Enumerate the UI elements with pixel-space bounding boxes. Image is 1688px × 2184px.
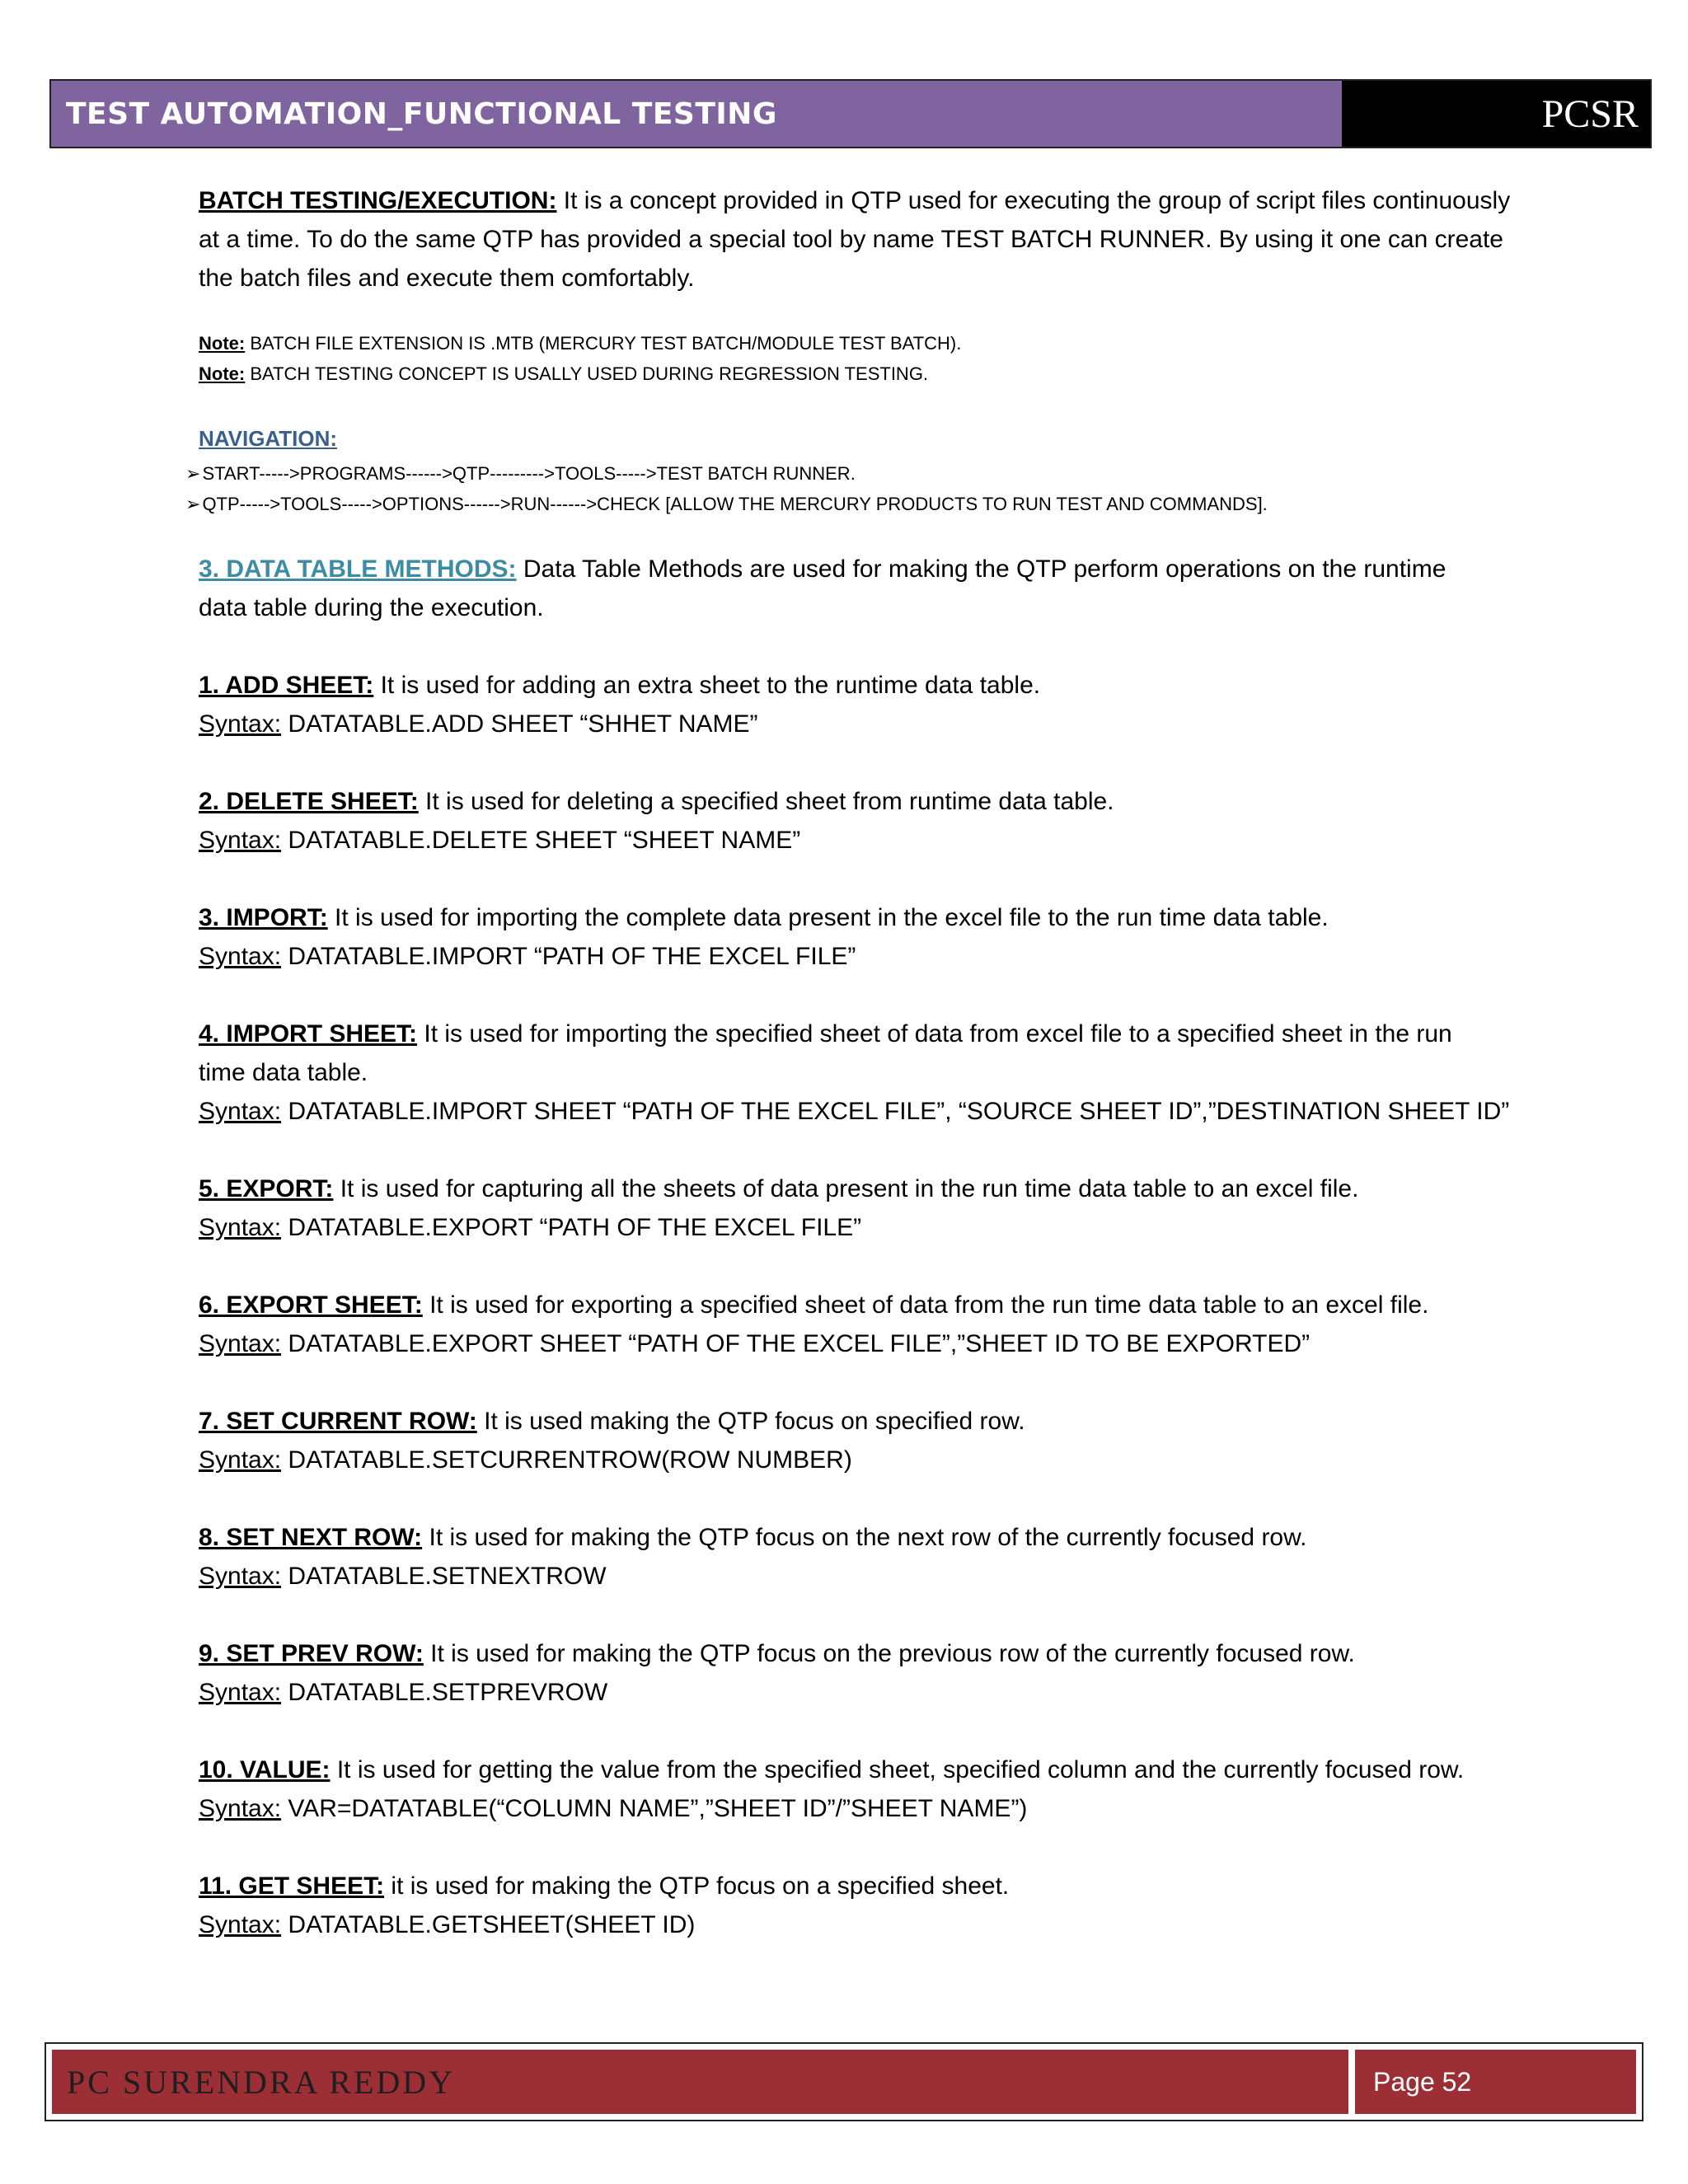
method-syntax <box>199 1557 1517 1596</box>
page-footer <box>45 2042 1643 2121</box>
note-2-label: Note: <box>199 363 246 384</box>
footer-author: PC SURENDRA REDDY <box>52 2050 1348 2114</box>
note-1-text: BATCH FILE EXTENSION IS .MTB (MERCURY TEST BATCH/MODULE TEST BATCH). <box>245 333 962 354</box>
document-body <box>185 181 1517 1944</box>
syntax-label: Syntax: <box>199 710 282 738</box>
arrow-bullet-icon: ➢ <box>185 494 201 514</box>
batch-heading: BATCH TESTING/EXECUTION: <box>199 187 557 214</box>
method-desc: It is used for making the QTP focus on the previous row of the currently focused row. <box>423 1640 1355 1667</box>
method-syntax <box>199 1324 1517 1363</box>
method-title: 4. IMPORT SHEET: <box>199 1020 418 1047</box>
method-desc: It is used for importing the specified sheet of data from excel file to a specified sheet in the run <box>417 1020 1452 1047</box>
datatable-text-line2: data table during the execution. <box>199 594 544 621</box>
batch-text-line3: the batch files and execute them comfortably. <box>199 265 695 292</box>
header-brand: PCSR <box>1342 81 1650 147</box>
syntax-label: Syntax: <box>199 1563 282 1590</box>
method-title: 9. SET PREV ROW: <box>199 1640 424 1667</box>
method-desc: It is used for exporting a specified sheet of data from the run time data table to an excel file. <box>422 1291 1429 1319</box>
method-syntax <box>199 1208 1517 1247</box>
header-title: TEST AUTOMATION_FUNCTIONAL TESTING <box>51 81 1342 147</box>
method-item <box>199 1634 1517 1673</box>
navigation-step <box>185 489 1517 519</box>
syntax-code: DATATABLE.ADD SHEET “SHHET NAME” <box>281 710 758 738</box>
syntax-label: Syntax: <box>199 1214 282 1241</box>
method-syntax <box>199 1905 1517 1944</box>
method-item <box>199 898 1517 937</box>
method-item <box>199 1518 1517 1557</box>
method-syntax <box>199 937 1517 976</box>
method-title: 11. GET SHEET: <box>199 1872 385 1900</box>
syntax-code: DATATABLE.IMPORT “PATH OF THE EXCEL FILE” <box>281 943 856 970</box>
syntax-code: VAR=DATATABLE(“COLUMN NAME”,”SHEET ID”/”SHEET NAME”) <box>281 1795 1028 1822</box>
method-desc: it is used for making the QTP focus on a specified sheet. <box>384 1872 1010 1900</box>
note-1 <box>199 328 1517 359</box>
method-desc-line2: time data table. <box>199 1059 368 1086</box>
note-1-label: Note: <box>199 333 246 354</box>
syntax-code: DATATABLE.GETSHEET(SHEET ID) <box>281 1911 696 1938</box>
syntax-label: Syntax: <box>199 1330 282 1357</box>
page-number: Page 52 <box>1355 2050 1636 2114</box>
navigation-title: NAVIGATION: <box>199 426 338 451</box>
note-2-text: BATCH TESTING CONCEPT IS USALLY USED DURING REGRESSION TESTING. <box>245 363 929 384</box>
syntax-code: DATATABLE.EXPORT “PATH OF THE EXCEL FILE” <box>281 1214 862 1241</box>
method-desc: It is used for capturing all the sheets of data present in the run time data table to an excel file. <box>333 1175 1359 1202</box>
note-2 <box>199 359 1517 389</box>
syntax-code: DATATABLE.IMPORT SHEET “PATH OF THE EXCEL FILE”, “SOURCE SHEET ID”,”DESTINATION SHEET ID” <box>281 1098 1510 1125</box>
batch-paragraph <box>199 181 1517 220</box>
method-syntax <box>199 1789 1517 1828</box>
datatable-text-line1: Data Table Methods are used for making the QTP perform operations on the runtime <box>516 555 1447 583</box>
method-syntax <box>199 1673 1517 1712</box>
method-desc: It is used for adding an extra sheet to the runtime data table. <box>373 672 1041 699</box>
syntax-label: Syntax: <box>199 1446 282 1474</box>
method-title: 5. EXPORT: <box>199 1175 334 1202</box>
method-item <box>199 1286 1517 1324</box>
method-title: 1. ADD SHEET: <box>199 672 374 699</box>
method-desc: It is used for making the QTP focus on the next row of the currently focused row. <box>422 1524 1307 1551</box>
syntax-code: DATATABLE.SETCURRENTROW(ROW NUMBER) <box>281 1446 852 1474</box>
method-title: 3. IMPORT: <box>199 904 328 931</box>
method-item <box>199 1402 1517 1441</box>
method-desc: It is used for importing the complete data present in the excel file to the run time data table. <box>327 904 1329 931</box>
arrow-bullet-icon: ➢ <box>185 463 201 484</box>
method-desc: It is used for deleting a specified sheet from runtime data table. <box>418 788 1114 815</box>
method-item <box>199 1015 1517 1053</box>
syntax-label: Syntax: <box>199 827 282 854</box>
syntax-code: DATATABLE.DELETE SHEET “SHEET NAME” <box>281 827 801 854</box>
method-title: 2. DELETE SHEET: <box>199 788 419 815</box>
batch-text-line1: It is a concept provided in QTP used for executing the group of script files continuously <box>556 187 1511 214</box>
method-title: 10. VALUE: <box>199 1756 331 1783</box>
method-item <box>199 1169 1517 1208</box>
syntax-code: DATATABLE.SETNEXTROW <box>281 1563 607 1590</box>
page-header <box>49 79 1652 148</box>
syntax-label: Syntax: <box>199 1098 282 1125</box>
datatable-paragraph <box>199 550 1517 588</box>
navigation-step <box>185 458 1517 489</box>
method-desc: It is used for getting the value from the specified sheet, specified column and the currently focused row. <box>330 1756 1465 1783</box>
method-item <box>199 1750 1517 1789</box>
syntax-label: Syntax: <box>199 1679 282 1706</box>
navigation-steps <box>185 458 1517 519</box>
syntax-label: Syntax: <box>199 943 282 970</box>
method-syntax <box>199 821 1517 860</box>
method-item <box>199 782 1517 821</box>
method-item <box>199 666 1517 705</box>
syntax-code: DATATABLE.EXPORT SHEET “PATH OF THE EXCEL FILE”,”SHEET ID TO BE EXPORTED” <box>281 1330 1311 1357</box>
datatable-heading: 3. DATA TABLE METHODS: <box>199 555 517 583</box>
batch-text-line2: at a time. To do the same QTP has provided a special tool by name TEST BATCH RUNNER. By using it one can create <box>199 226 1503 253</box>
navigation-step-text: START----->PROGRAMS------>QTP--------->TOOLS----->TEST BATCH RUNNER. <box>202 463 856 484</box>
syntax-code: DATATABLE.SETPREVROW <box>281 1679 608 1706</box>
syntax-label: Syntax: <box>199 1911 282 1938</box>
method-item <box>199 1867 1517 1905</box>
method-syntax <box>199 1441 1517 1479</box>
method-title: 8. SET NEXT ROW: <box>199 1524 423 1551</box>
method-syntax <box>199 705 1517 743</box>
method-title: 6. EXPORT SHEET: <box>199 1291 423 1319</box>
syntax-label: Syntax: <box>199 1795 282 1822</box>
method-desc: It is used making the QTP focus on specified row. <box>476 1408 1025 1435</box>
navigation-step-text: QTP----->TOOLS----->OPTIONS------>RUN------>CHECK [ALLOW THE MERCURY PRODUCTS TO RUN TEST AND COMMANDS]. <box>202 494 1268 514</box>
method-title: 7. SET CURRENT ROW: <box>199 1408 477 1435</box>
method-syntax <box>199 1092 1517 1131</box>
